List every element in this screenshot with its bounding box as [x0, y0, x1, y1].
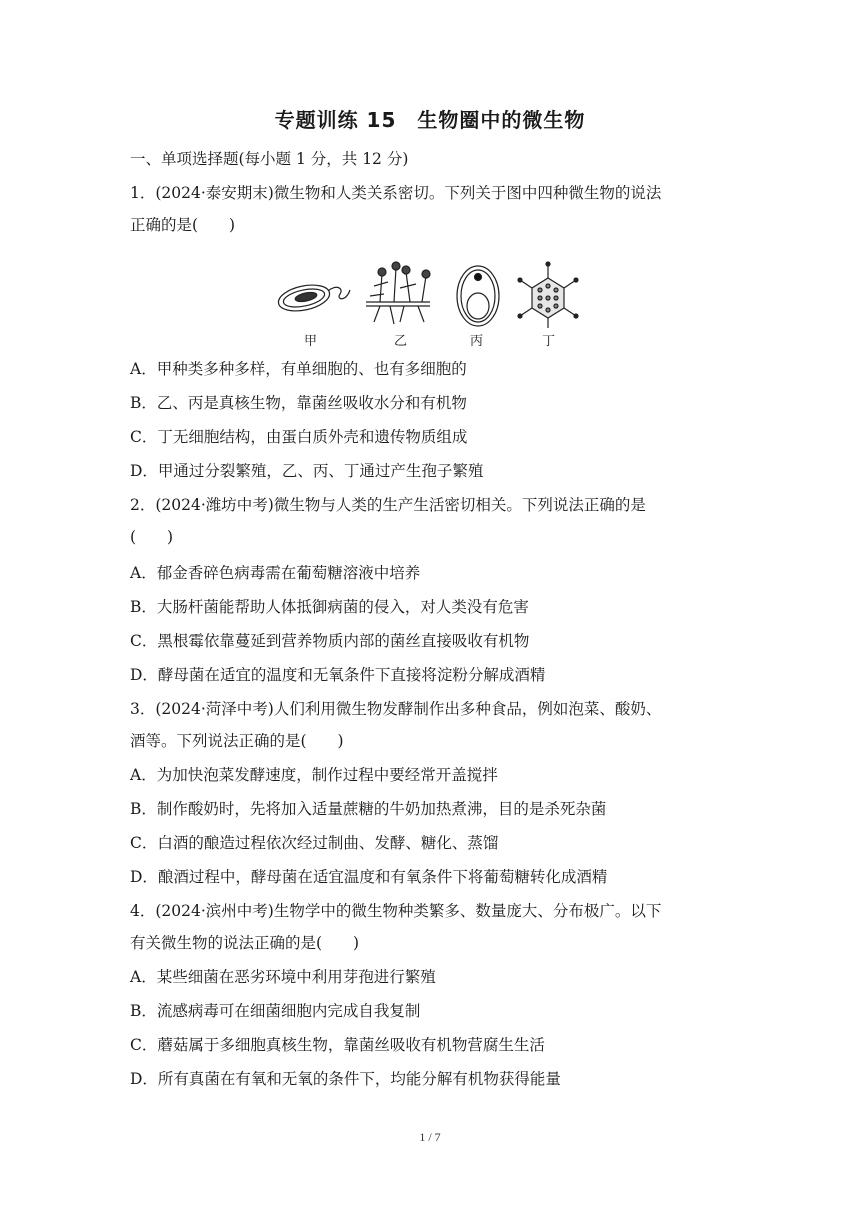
q4-option-b: B．流感病毒可在细菌细胞内完成自我复制 — [130, 1002, 421, 1020]
q4-option-a: A．某些细菌在恶劣环境中利用芽孢进行繁殖 — [130, 968, 436, 986]
q4-stem-line-1: 4．(2024·滨州中考)生物学中的微生物种类繁多、数量庞大、分布极广。以下 — [130, 902, 662, 920]
virus-drawing — [518, 262, 578, 328]
q3-stem-line-1: 3．(2024·菏泽中考)人们利用微生物发酵制作出多种食品，例如泡菜、酸奶、 — [130, 700, 662, 718]
q3-option-d: D．酿酒过程中，酵母菌在适宜温度和有氧条件下将葡萄糖转化成酒精 — [130, 868, 608, 886]
q2-stem-line-2: ( ) — [130, 528, 174, 546]
q4-option-d: D．所有真菌在有氧和无氧的条件下，均能分解有机物获得能量 — [130, 1070, 561, 1088]
q2-option-a: A．郁金香碎色病毒需在葡萄糖溶液中培养 — [130, 564, 421, 582]
q1-stem-line-2: 正确的是( ) — [130, 216, 236, 234]
section-heading: 一、单项选择题(每小题 1 分，共 12 分) — [130, 150, 409, 168]
q3-option-c: C．白酒的酿造过程依次经过制曲、发酵、糖化、蒸馏 — [130, 834, 499, 852]
q2-stem-line-1: 2．(2024·潍坊中考)微生物与人类的生产生活密切相关。下列说法正确的是 — [130, 496, 646, 514]
q2-option-d: D．酵母菌在适宜的温度和无氧条件下直接将淀粉分解成酒精 — [130, 666, 546, 684]
q2-option-c: C．黑根霉依靠蔓延到营养物质内部的菌丝直接吸收有机物 — [130, 632, 530, 650]
yeast-drawing — [457, 266, 499, 326]
q1-option-d: D．甲通过分裂繁殖，乙、丙、丁通过产生孢子繁殖 — [130, 462, 484, 480]
figure-label-yi: 乙 — [394, 334, 408, 349]
microorganism-figure — [270, 258, 590, 350]
bacterium-drawing — [276, 281, 350, 315]
figure-label-ding: 丁 — [542, 334, 556, 349]
figure-label-jia: 甲 — [304, 334, 318, 349]
q3-option-b: B．制作酸奶时，先将加入适量蔗糖的牛奶加热煮沸，目的是杀死杂菌 — [130, 800, 607, 818]
q4-option-c: C．蘑菇属于多细胞真核生物，靠菌丝吸收有机物营腐生生活 — [130, 1036, 545, 1054]
figure-label-bing: 丙 — [470, 334, 484, 349]
q4-stem-line-2: 有关微生物的说法正确的是( ) — [130, 934, 360, 952]
page-number: 1 / 7 — [419, 1130, 441, 1144]
page-title: 专题训练 15 生物圈中的微生物 — [274, 108, 586, 132]
q1-option-b: B．乙、丙是真核生物，靠菌丝吸收水分和有机物 — [130, 394, 467, 412]
q2-option-b: B．大肠杆菌能帮助人体抵御病菌的侵入，对人类没有危害 — [130, 598, 529, 616]
microorganism-illustrations — [270, 258, 590, 330]
q3-option-a: A．为加快泡菜发酵速度，制作过程中要经常开盖搅拌 — [130, 766, 498, 784]
q1-stem-line-1: 1．(2024·泰安期末)微生物和人类关系密切。下列关于图中四种微生物的说法 — [130, 184, 662, 202]
q3-stem-line-2: 酒等。下列说法正确的是( ) — [130, 732, 344, 750]
q1-option-a: A．甲种类多种多样，有单细胞的、也有多细胞的 — [130, 360, 467, 378]
mold-drawing — [366, 262, 430, 324]
q1-option-c: C．丁无细胞结构，由蛋白质外壳和遗传物质组成 — [130, 428, 468, 446]
